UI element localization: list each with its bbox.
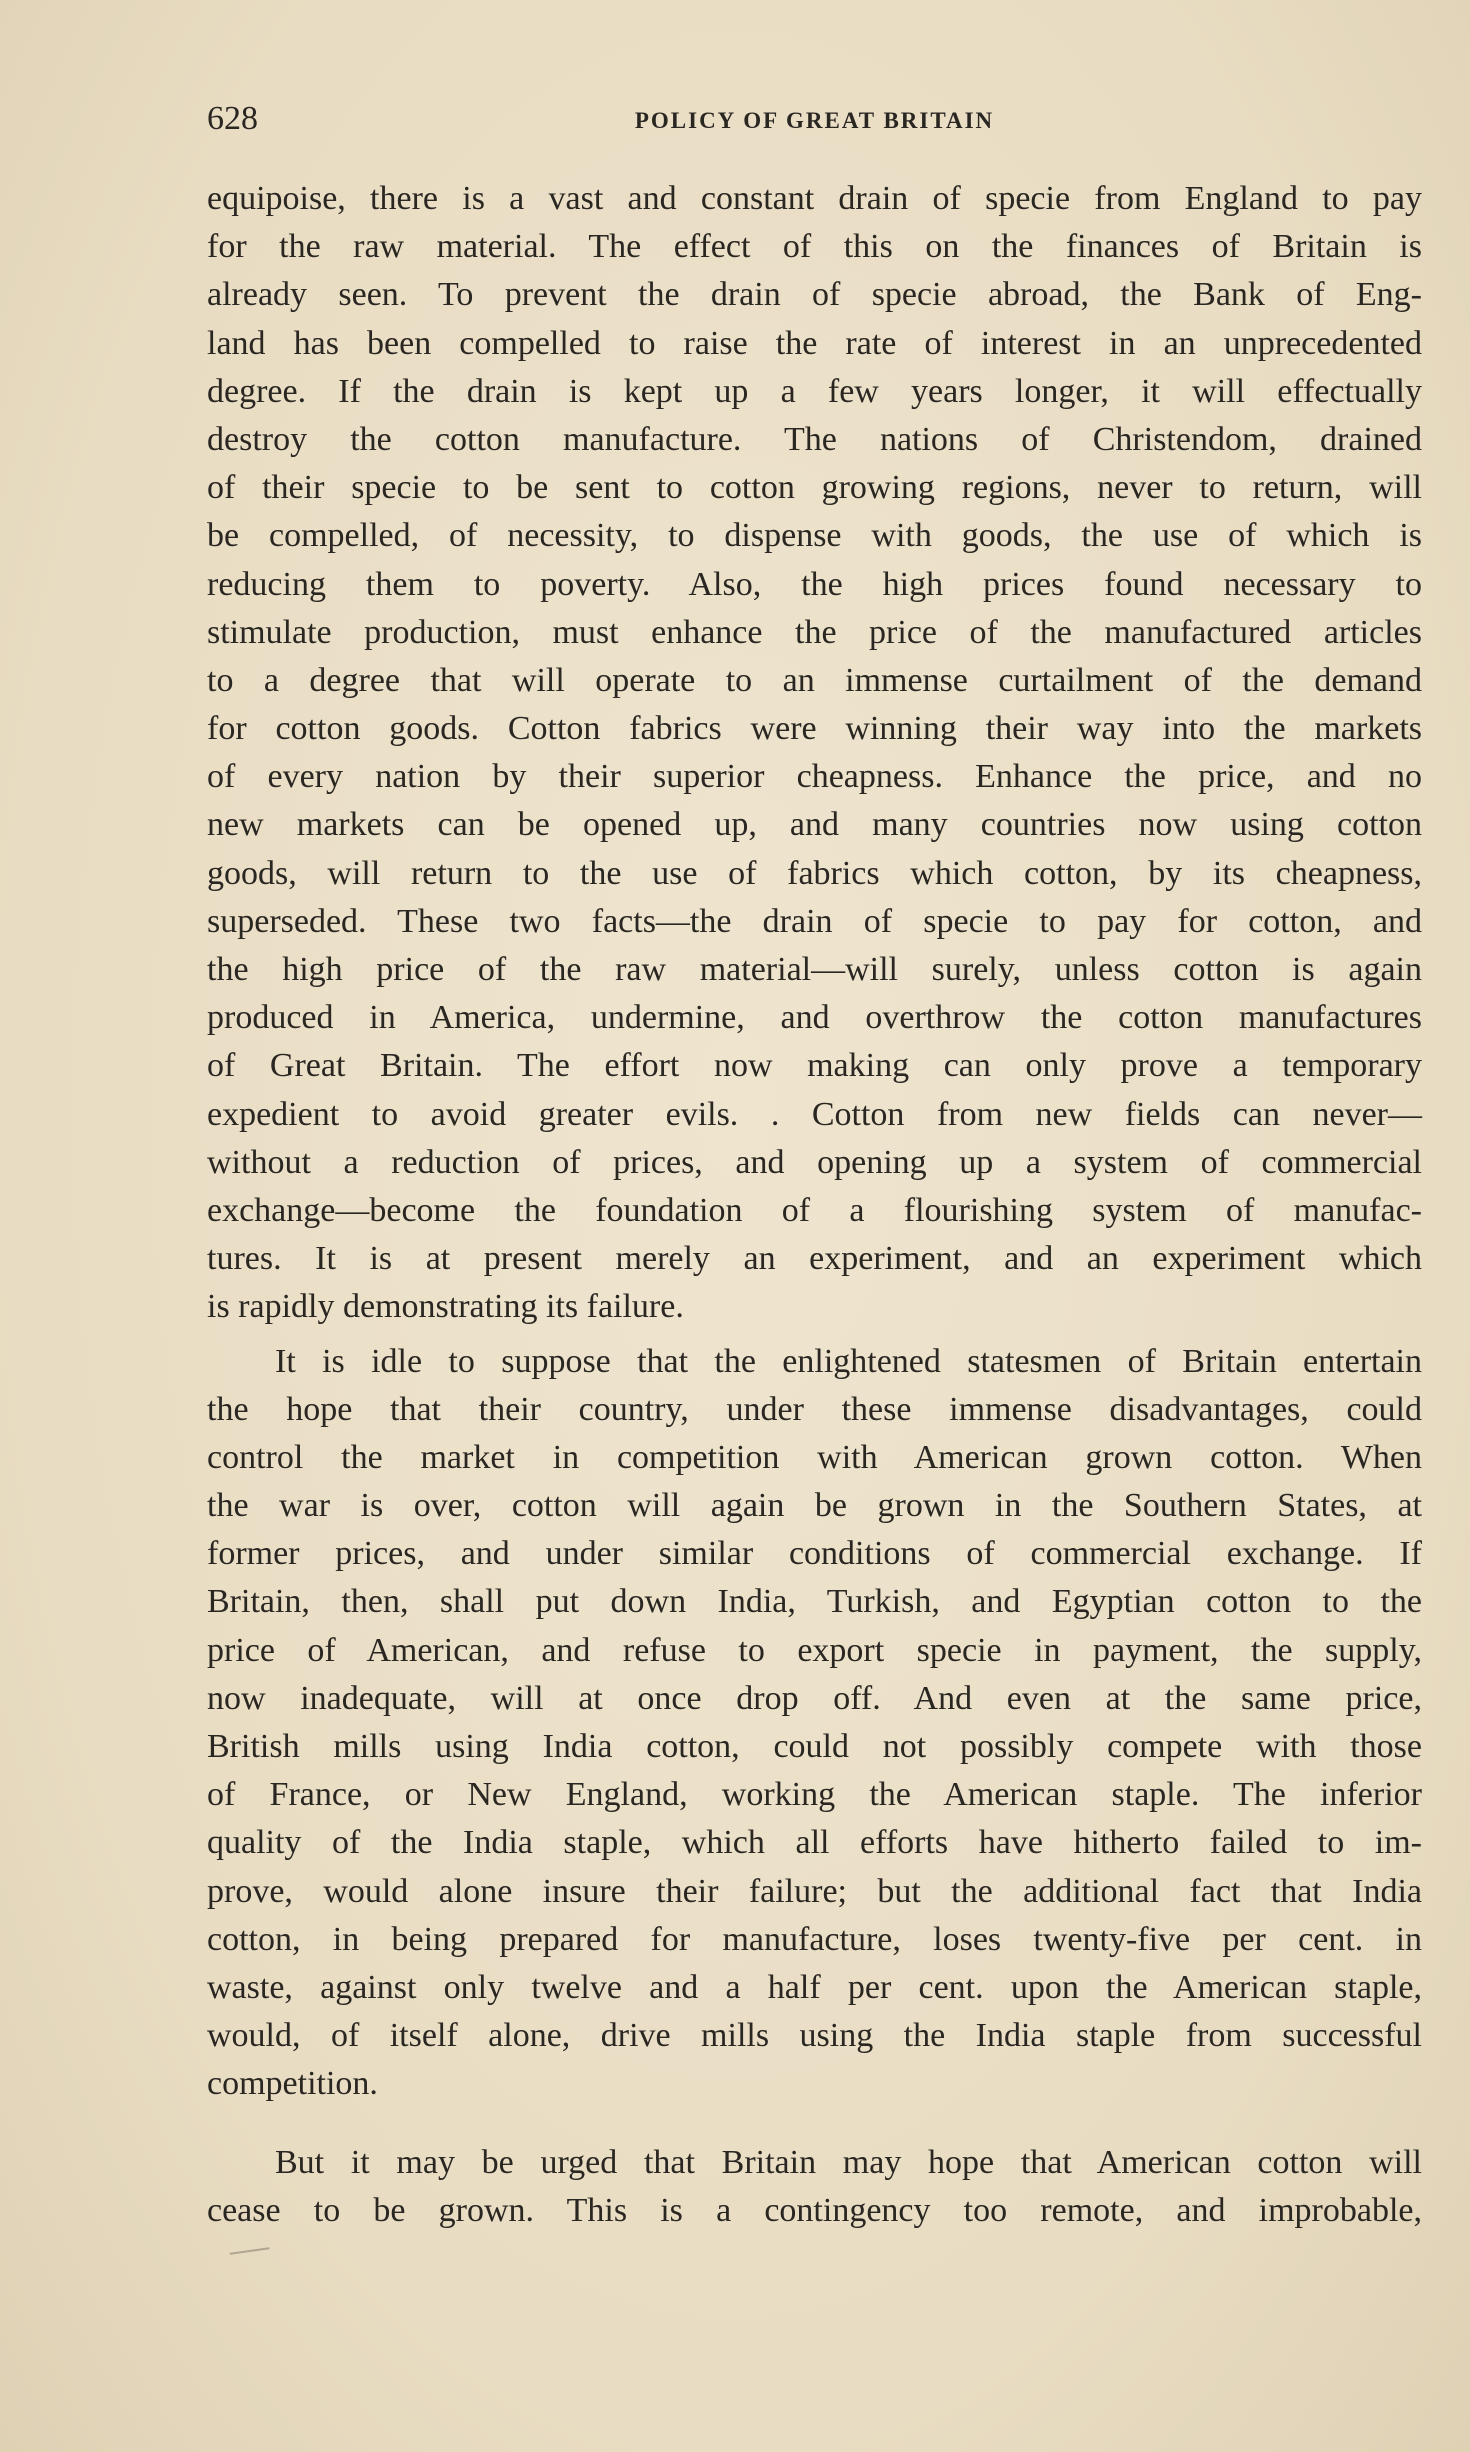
text-line: competition.: [207, 2065, 378, 2103]
paragraph-1: [207, 175, 1422, 1332]
text-line: without a reduction of prices, and opening up a system of commercial: [207, 1143, 1422, 1181]
text-line: already seen. To prevent the drain of specie abroad, the Bank of Eng-: [207, 276, 1422, 314]
text-line: But it may be urged that Britain may hope that American cotton will: [275, 2143, 1422, 2181]
text-line: Britain, then, shall put down India, Turkish, and Egyptian cotton to the: [207, 1583, 1422, 1621]
text-line: destroy the cotton manufacture. The nations of Christendom, drained: [207, 420, 1422, 458]
text-line: former prices, and under similar conditions of commercial exchange. If: [207, 1535, 1422, 1573]
text-line: exchange—become the foundation of a flourishing system of manufac-: [207, 1191, 1422, 1229]
text-line: price of American, and refuse to export specie in payment, the supply,: [207, 1631, 1422, 1669]
text-line: the hope that their country, under these immense disadvantages, could: [207, 1390, 1422, 1428]
page-header: [207, 100, 1422, 140]
text-line: new markets can be opened up, and many countries now using cotton: [207, 806, 1422, 844]
text-line: equipoise, there is a vast and constant drain of specie from England to pay: [207, 180, 1422, 217]
text-line: is rapidly demonstrating its failure.: [207, 1288, 684, 1326]
text-line: goods, will return to the use of fabrics which cotton, by its cheapness,: [207, 854, 1422, 892]
text-line: for the raw material. The effect of this on the finances of Britain is: [207, 228, 1422, 266]
text-line: to a degree that will operate to an immense curtailment of the demand: [207, 661, 1422, 699]
text-line: for cotton goods. Cotton fabrics were winning their way into the markets: [207, 710, 1422, 748]
text-line: British mills using India cotton, could not possibly compete with those: [207, 1728, 1422, 1765]
text-line: of their specie to be sent to cotton growing regions, never to return, will: [207, 469, 1422, 507]
text-line: tures. It is at present merely an experiment, and an experiment which: [207, 1240, 1422, 1278]
text-line: superseded. These two facts—the drain of specie to pay for cotton, and: [207, 902, 1422, 940]
text-line: the war is over, cotton will again be grown in the Southern States, at: [207, 1487, 1422, 1525]
text-line: quality of the India staple, which all efforts have hitherto failed to im-: [207, 1824, 1422, 1862]
text-line: produced in America, undermine, and overthrow the cotton manufactures: [207, 999, 1422, 1037]
body-text: [207, 175, 1422, 2235]
page-number: 628: [207, 100, 258, 137]
stray-ink-mark: [230, 2247, 271, 2260]
text-line: of Great Britain. The effort now making can only prove a temporary: [207, 1047, 1422, 1085]
text-line: reducing them to poverty. Also, the high prices found necessary to: [207, 565, 1422, 603]
text-line: cease to be grown. This is a contingency too remote, and improbable,: [207, 2191, 1422, 2229]
text-line: land has been compelled to raise the rate of interest in an unprecedented: [207, 324, 1422, 362]
text-line: now inadequate, will at once drop off. And even at the same price,: [207, 1679, 1422, 1717]
text-line: cotton, in being prepared for manufacture, loses twenty-five per cent. in: [207, 1920, 1422, 1958]
text-line: stimulate production, must enhance the price of the manufactured articles: [207, 613, 1422, 651]
text-line: of France, or New England, working the American staple. The inferior: [207, 1776, 1422, 1814]
text-line: prove, would alone insure their failure; but the additional fact that India: [207, 1872, 1422, 1910]
text-line: of every nation by their superior cheapness. Enhance the price, and no: [207, 758, 1422, 796]
text-line: the high price of the raw material—will surely, unless cotton is again: [207, 951, 1422, 988]
paragraph-2: [207, 1338, 1422, 2109]
running-head: POLICY OF GREAT BRITAIN: [634, 108, 995, 133]
text-line: control the market in competition with American grown cotton. When: [207, 1438, 1422, 1476]
text-line: expedient to avoid greater evils. . Cotton from new fields can never—: [207, 1095, 1422, 1133]
text-line: waste, against only twelve and a half per cent. upon the American staple,: [207, 1968, 1422, 2006]
text-line: It is idle to suppose that the enlightened statesmen of Britain entertain: [275, 1342, 1422, 1380]
paragraph-3: [207, 2139, 1422, 2235]
text-line: degree. If the drain is kept up a few years longer, it will effectually: [207, 372, 1422, 410]
text-line: be compelled, of necessity, to dispense with goods, the use of which is: [207, 517, 1422, 555]
text-line: would, of itself alone, drive mills using the India staple from successful: [207, 2017, 1422, 2055]
